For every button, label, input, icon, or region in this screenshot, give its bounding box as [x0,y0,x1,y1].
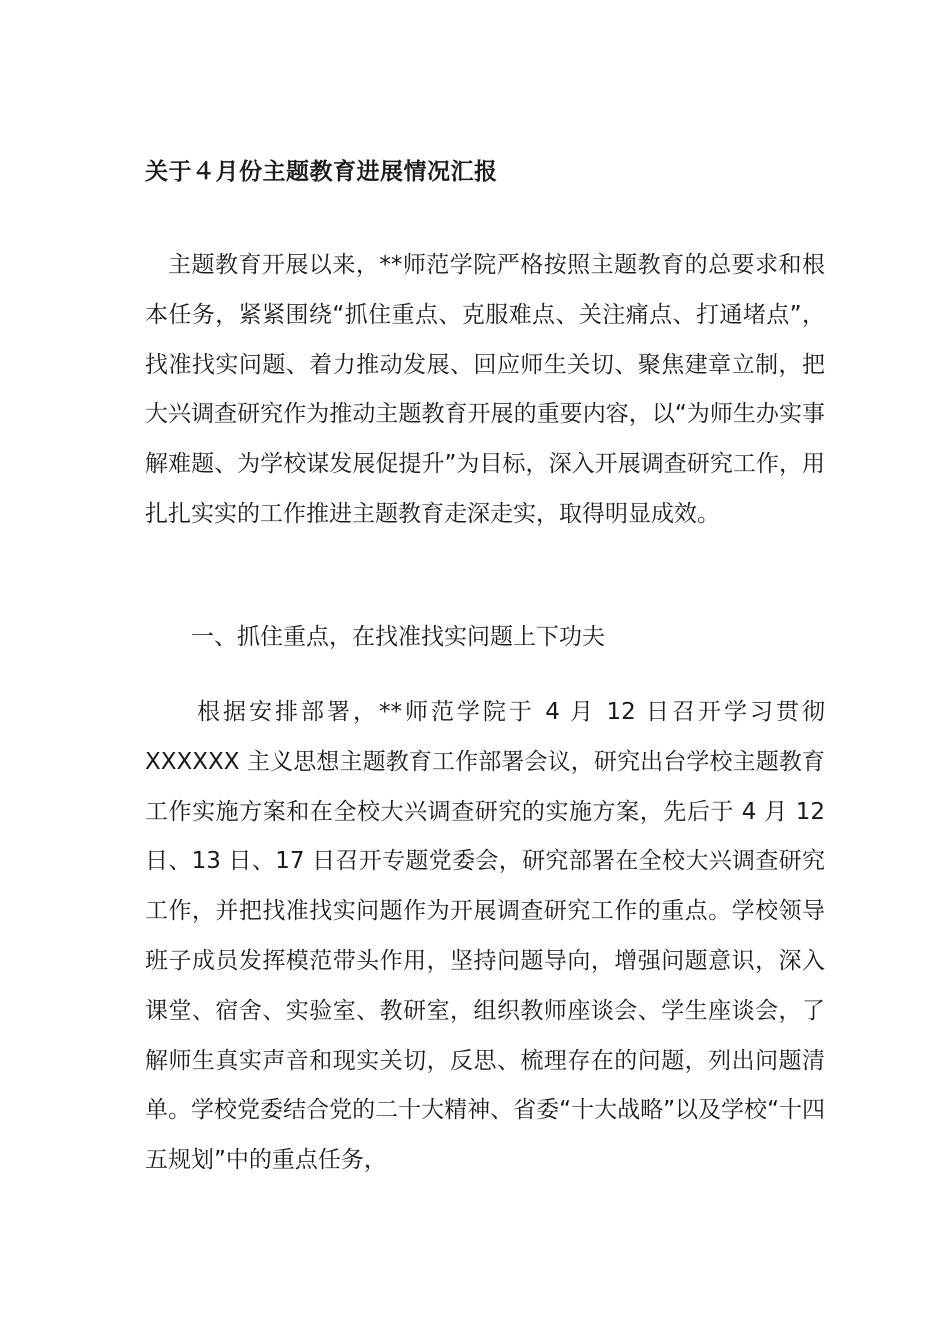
section-heading: 一、抓住重点，在找准找实问题上下功夫 [191,624,605,650]
intro-paragraph: 主题教育开展以来，**师范学院严格按照主题教育的总要求和根本任务，紧紧围绕“抓住重点、克服难点、关注痛点、打通堵点”，找准找实问题、着力推动发展、回应师生关切、聚焦建章立制，把大兴调查研究作为推动主题教育开展的重要内容，以“为师生办实事解难题、为学校谋发展促提升”为目标，深入开展调查研究工作，用扎扎实实的工作推进主题教育走深走实，取得明显成效。 [145,252,825,527]
document-title: 关于４月份主题教育进展情况汇报 [145,159,498,185]
section-paragraph: 根据安排部署，**师范学院于 4 月 12 日召开学习贯彻 XXXXXX 主义思想主题教育工作部署会议，研究出台学校主题教育工作实施方案和在全校大兴调查研究的实施方案，先后于 4 月 12 日、13 日、17 日召开专题党委会，研究部署在全校大兴调查研究工作，并把找准找实问题作为开展调查研究工作的重点。学校领导班子成员发挥模范带头作用，坚持问题导向，增强问题意识，深入课堂、宿舍、实验室、教研室，组织教师座谈会、学生座谈会，了解师生真实声音和现实关切，反思、梳理存在的问题，列出问题清单。学校党委结合党的二十大精神、省委“十大战略”以及学校“十四五规划”中的重点任务， [145,699,825,1174]
